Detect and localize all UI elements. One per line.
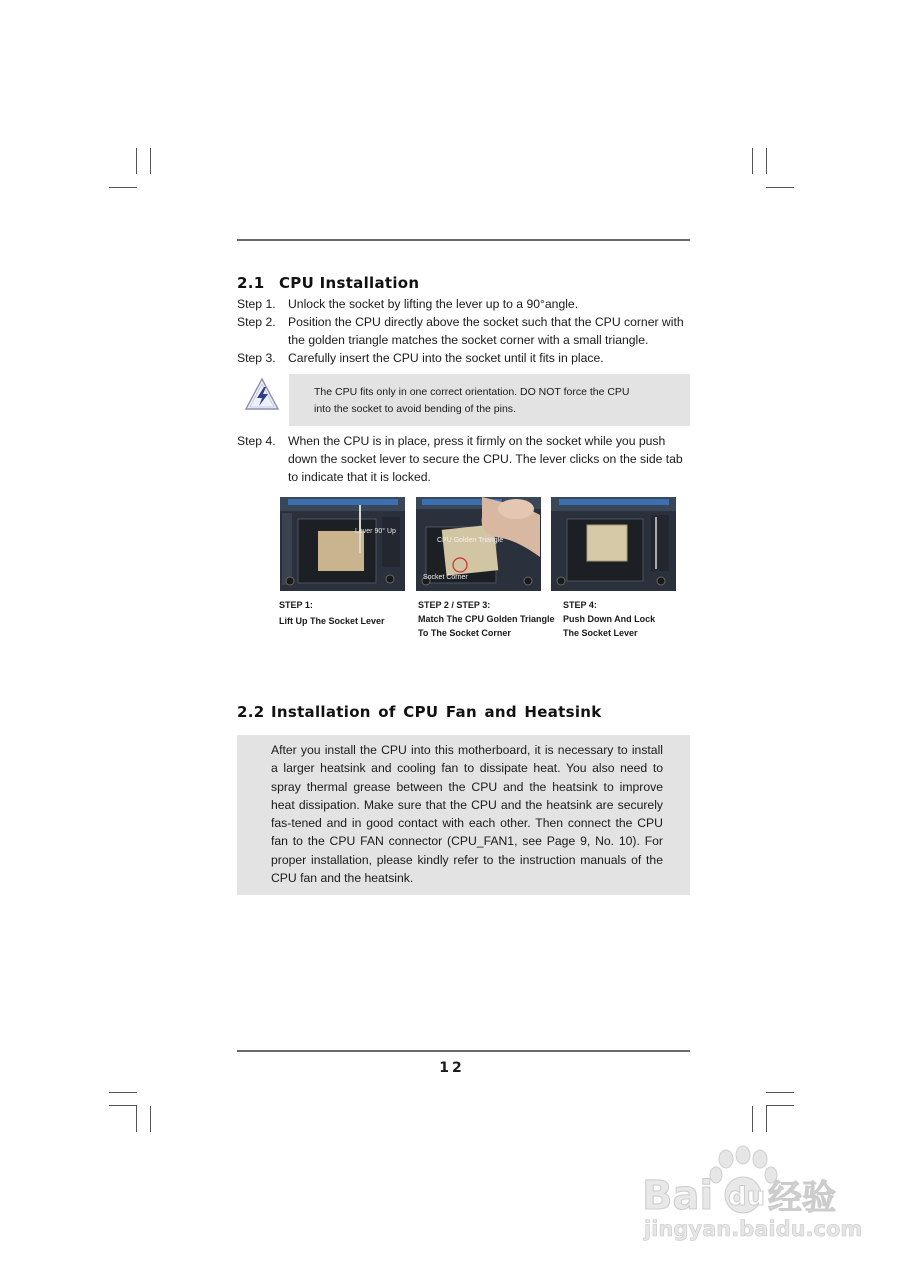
caption-line: Push Down And Lock: [563, 614, 656, 624]
photo-step-1: [280, 497, 405, 591]
step-text-line: to indicate that it is locked.: [288, 470, 431, 484]
section-heading-fan-heatsink: [237, 703, 602, 721]
warning-lightning-icon: [243, 376, 281, 414]
section-number: 2.2: [237, 703, 265, 721]
caption-line: To The Socket Corner: [418, 628, 511, 638]
svg-text:Bai: Bai: [642, 1173, 714, 1219]
step-label: Step 1.: [237, 297, 276, 311]
section-number: 2.1: [237, 274, 265, 292]
photo-caption-step-1: [279, 598, 385, 628]
photo-overlay-label: Socket Corner: [423, 574, 468, 581]
footer-rule: [237, 1050, 690, 1052]
step-label: Step 2.: [237, 315, 276, 329]
photo-step-4: [551, 497, 676, 591]
note-text-line: The CPU fits only in one correct orientation. DO NOT force the CPU: [314, 386, 630, 398]
svg-text:du: du: [728, 1182, 766, 1212]
caption-line: STEP 2 / STEP 3:: [418, 600, 491, 610]
header-rule: [237, 239, 690, 241]
photo-caption-step-2-3: [418, 598, 555, 640]
photo-caption-step-4: [563, 598, 655, 640]
heatsink-info-box: [237, 735, 690, 895]
step-text-line: down the socket lever to secure the CPU. The lever clicks on the side tab: [288, 452, 683, 466]
step-text-line: Position the CPU directly above the socket such that the CPU corner with: [288, 315, 684, 329]
svg-text:经验: 经验: [768, 1178, 836, 1218]
photo-overlay-label: Lever 90° Up: [355, 528, 396, 535]
caption-line: STEP 1:: [279, 600, 313, 610]
step-text-line: Carefully insert the CPU into the socket until it fits in place.: [288, 351, 604, 365]
note-text-line: into the socket to avoid bending of the pins.: [314, 403, 516, 415]
page-number: 12: [439, 1060, 465, 1076]
note-box: [289, 374, 690, 426]
step-text-line: Unlock the socket by lifting the lever up to a 90°angle.: [288, 297, 579, 311]
section-title: CPU Installation: [279, 274, 420, 292]
photo-overlay-label: CPU Golden Triangle: [437, 537, 504, 544]
step-label: Step 3.: [237, 351, 276, 365]
caption-line: Match The CPU Golden Triangle: [418, 614, 555, 624]
watermark-url: jingyan.baidu.com: [644, 1217, 863, 1241]
step-label: Step 4.: [237, 434, 276, 448]
section-heading-cpu-installation: [237, 274, 419, 292]
photo-step-2-3: [416, 497, 541, 591]
section-title: Installation of CPU Fan and Heatsink: [271, 703, 602, 721]
caption-line: The Socket Lever: [563, 628, 638, 638]
step-text-line: the golden triangle matches the socket corner with a small triangle.: [288, 333, 649, 347]
caption-line: STEP 4:: [563, 600, 597, 610]
caption-line: Lift Up The Socket Lever: [279, 616, 385, 626]
heatsink-info-text: After you install the CPU into this motherboard, it is necessary to install a larger heatsink and cooling fan to dissipate heat. You also need to spray thermal grease between the CPU and the heatsink to improve heat dissipation. Make sure that the CPU and the heatsink are securely fas-tened and in good contact with each other. Then connect the CPU fan to the CPU FAN connector (CPU_FAN1, see Page 9, No. 10). For proper installation, please kindly refer to the instruction manuals of the CPU fan and the heatsink.: [271, 743, 663, 886]
baidu-watermark: [640, 1145, 863, 1245]
step-text-line: When the CPU is in place, press it firmly on the socket while you push: [288, 434, 666, 448]
